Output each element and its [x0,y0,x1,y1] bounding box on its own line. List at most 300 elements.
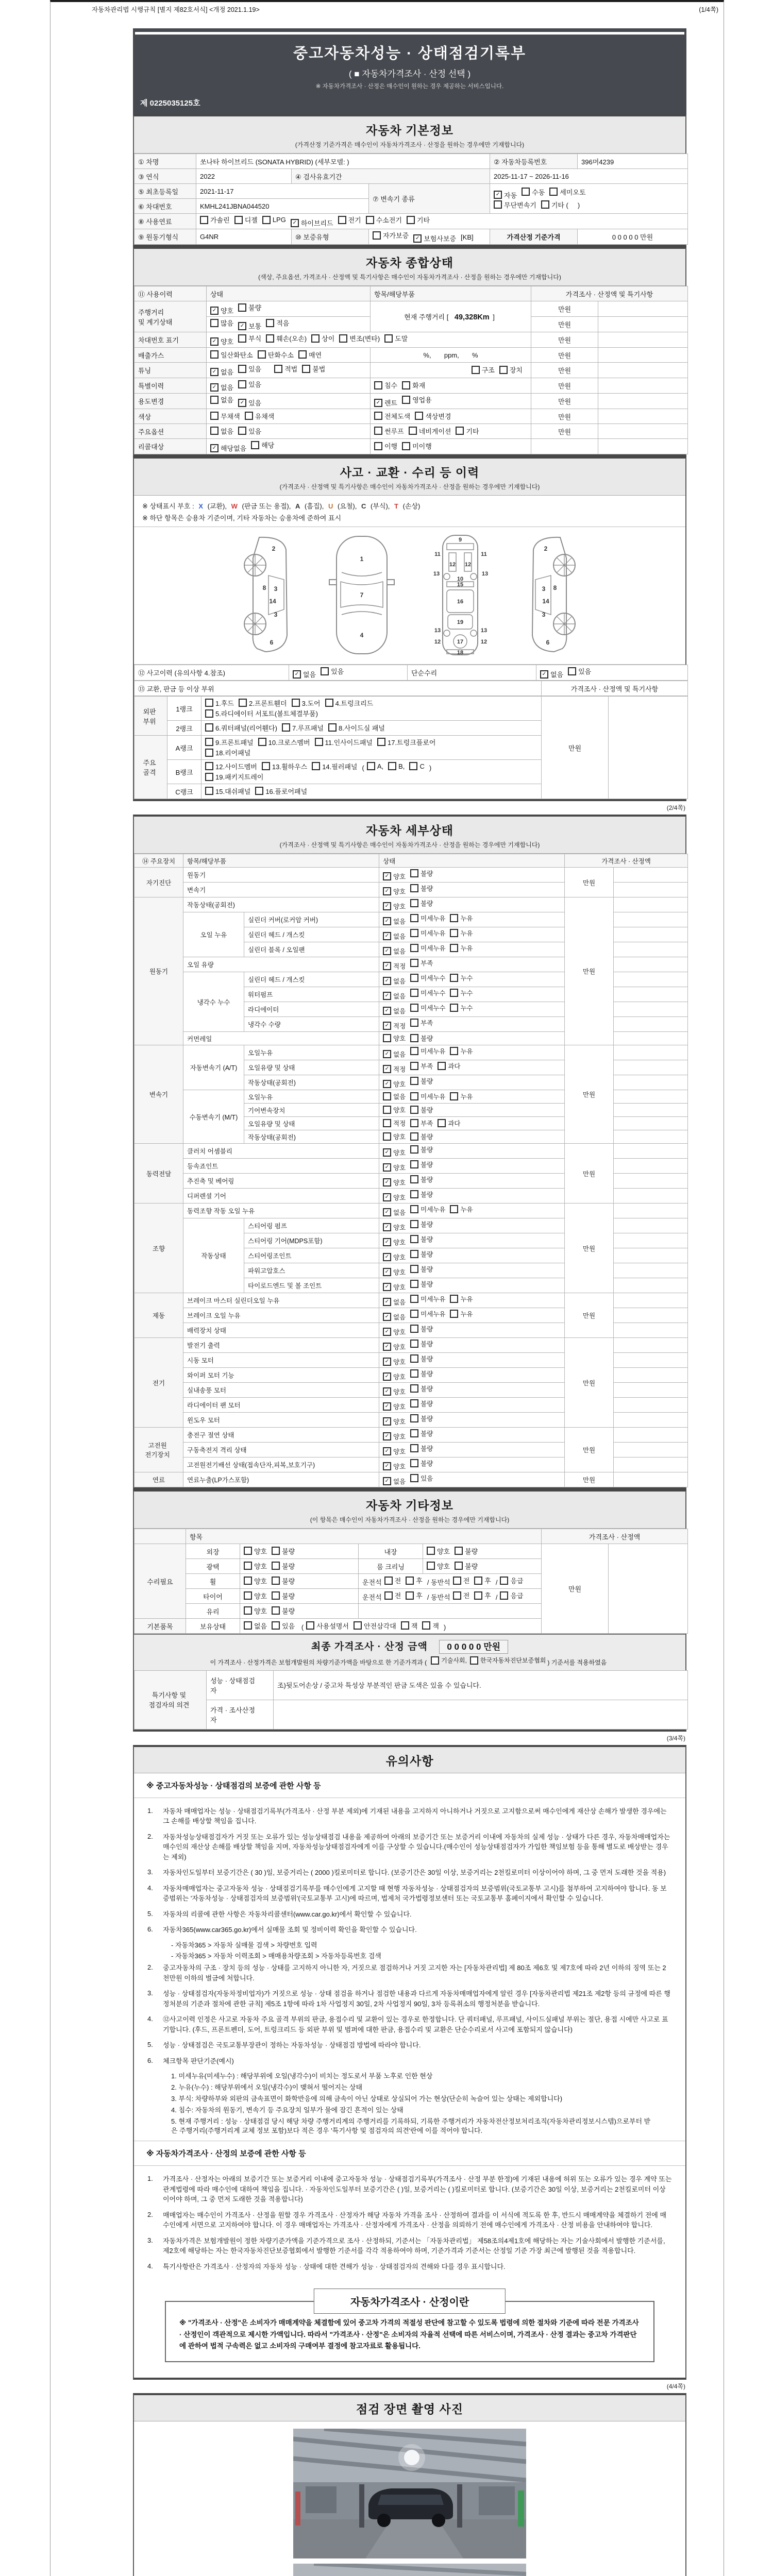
checkbox-label: 색상변경 [425,412,451,420]
notice-item-number: 5. [147,2041,153,2049]
checkbox-item [383,1105,406,1114]
section-subtitle: (가격산정 기준가격은 매수인이 자동차가격조사 · 산정을 원하는 경우에만 기재합니다) [295,141,525,148]
checkbox-item [410,1414,433,1423]
text: 가격 · 조사산정 [210,1706,255,1714]
checkbox-item [238,398,261,408]
checkbox-label: LPG [272,216,286,224]
checkbox-label: 양호 [221,307,234,315]
checkbox [234,216,243,224]
checkbox-label: 양호 [393,1359,406,1366]
checkbox-label: 양호 [254,1562,267,1570]
checkbox [410,1205,418,1213]
checkbox-label: 불량 [421,1035,433,1042]
final-price-band [134,1634,685,1670]
checkbox-label: 누유 [460,1311,473,1318]
checkbox [402,381,410,389]
checkbox-item [406,1575,423,1585]
row-label: ⑨ 원동기형식 [135,229,196,245]
table-cell: 작동상태(공회전) [183,897,379,912]
checkbox-label: 누유 [460,1206,473,1213]
notice-subheading-1: ※ 중고자동차성능 · 상태점검의 보증에 관한 사항 등 [134,1773,685,1798]
checkbox-label: 양호 [393,1035,406,1042]
checkbox-label: 양호 [393,1194,406,1201]
section-title: 자동차 종합상태 [366,256,453,269]
row-label: 변속기 [135,1045,183,1144]
text: ) 기준서를 적용하였음 [547,1658,607,1666]
text: (부식), [368,502,392,510]
checkbox-item [210,395,233,404]
table-cell [614,972,688,987]
info-box-title: 자동차가격조사 · 산정이란 [314,2289,506,2314]
checkbox-item [410,1061,433,1071]
checkbox-cell [240,1589,359,1604]
checkbox-label: 적정 [393,963,406,970]
table-cell: 만원 [531,378,598,394]
section-photos [133,2393,686,2576]
checkbox-item [311,333,334,343]
panel-rank-table [134,696,688,799]
checkbox-label: 19.패키지트레이 [215,773,264,781]
checkbox-item [383,1033,406,1043]
checkbox-item [472,365,495,375]
checkbox-item [410,1076,433,1086]
checkbox-cell [379,1338,565,1353]
checkbox [455,1547,463,1555]
table-cell [598,409,688,424]
checkbox [410,1459,418,1467]
checkbox-label: 불량 [421,1460,433,1467]
table-row [135,1700,688,1729]
checkbox-cell [207,301,371,317]
table-cell [614,1189,688,1204]
section-title: 자동차 기본정보 [366,124,453,137]
row-label: ⑪ 사용이력 [135,286,207,301]
checkbox [453,1577,461,1585]
checkbox-cell [207,394,371,409]
checkbox-label: 6.쿼터패널(리어휀다) [215,724,277,732]
checkbox-label: 양호 [393,1463,406,1470]
checkbox-cell [379,972,565,987]
row-label: 제동 [135,1293,183,1338]
checkbox-cell [371,378,531,394]
checkbox-label: 사용설명서 [316,1622,349,1630]
table-cell [614,1045,688,1060]
checkbox-checked: ✓ [383,1080,391,1088]
checkbox-checked: ✓ [383,1328,391,1336]
checkbox-label: 일산화탄소 [221,351,253,359]
text: W [231,502,238,510]
checkbox-label: 전체도색 [384,412,411,420]
table-cell: 만원 [531,332,598,348]
etc-info-table [134,1529,688,1634]
checkbox-checked: ✓ [383,1163,391,1172]
checkbox-label: 누유 [460,945,473,952]
checkbox-item [388,762,405,770]
table-row [135,897,688,912]
row-label: 리콜대상 [135,439,207,454]
checkbox-label: 불량 [421,1176,433,1183]
checkbox [455,1562,463,1570]
checkbox [302,365,310,373]
checkbox [410,1474,418,1482]
checkbox-item [383,1092,406,1101]
section-overall-state [133,247,686,456]
checkbox-cell [423,1559,542,1574]
checkbox-label: 불량 [421,1355,433,1363]
table-cell [609,1544,688,1634]
text: / 동반석 [427,1593,450,1601]
checkbox-item [383,1178,406,1187]
table-cell: 스티어링 펌프 [244,1218,379,1233]
checkbox-label: 기타 [416,216,430,224]
table-row [135,868,688,883]
page-marker-4: (4/4쪽) [666,2383,685,2391]
notice-item [147,2210,672,2230]
table-cell: 냉각수 수량 [244,1017,379,1032]
checkbox-cell [201,736,542,760]
checkbox-checked: ✓ [383,1358,391,1366]
checkbox-checked: ✓ [210,444,219,452]
checkbox-label: 16.플로어패널 [265,787,308,795]
checkbox [549,188,558,196]
checkbox-checked: ✓ [413,234,422,243]
checkbox [450,1295,458,1303]
checkbox-item [410,973,445,982]
checkbox-item [210,350,253,360]
table-cell: ⑫ 사고이력 (유의사항 4.참조) [135,665,289,681]
checkbox-cell [201,784,542,799]
checkbox-item [455,1561,478,1571]
checkbox [410,1250,418,1258]
checkbox-item [450,1003,473,1012]
checkbox-item [410,1324,433,1333]
checkbox-label: 양호 [254,1607,267,1615]
checkbox-item [383,887,406,896]
checkbox [244,1562,252,1570]
checkbox-item [453,1590,470,1600]
checkbox-cell [379,1017,565,1032]
checkbox-label: 응급 [510,1577,524,1585]
checkbox-item [306,1621,349,1631]
checkbox-label: 10.크로스멤버 [268,738,310,747]
checkbox-cell [379,1159,565,1174]
checkbox [384,1577,393,1585]
checkbox-cell [379,1263,565,1278]
checkbox-label: 수동 [532,188,545,196]
table-cell: 만원 [531,363,598,378]
table-cell: 1랭크 [167,697,201,721]
row-label: 항목/해당부품 [183,854,379,868]
checkbox [410,1384,418,1393]
checkbox [456,427,464,435]
checkbox-label: 불량 [465,1562,478,1570]
checkbox-label: 기타 ( ) [551,201,580,209]
checkbox-item [474,1575,491,1585]
checkbox [244,1547,252,1555]
checkbox-cell [207,439,371,454]
svg-text:12: 12 [464,562,472,568]
notice-item [147,1806,672,1826]
checkbox-label: 없음 [221,384,234,392]
table-row [135,1293,688,1308]
checkbox-item [410,1105,433,1114]
notice-item-number: 4. [147,2015,153,2023]
checkbox-item [384,1575,401,1585]
table-cell [598,317,688,332]
checkbox-item [205,748,250,757]
table-row [135,854,688,868]
notice-sub-item: 1. 미세누유(미세누수) : 해당부위에 오일(냉각수)이 비치는 정도로서 부품 노후로 인한 현상 [171,2072,433,2080]
table-row [135,1045,688,1060]
checkbox-checked: ✓ [383,1178,391,1187]
table-cell [614,1017,688,1032]
section-etc-info [133,1489,686,1732]
overall-state-table [134,286,688,454]
checkbox-checked: ✓ [374,399,382,407]
table-cell: 2랭크 [167,721,201,736]
checkbox [450,989,458,997]
checkbox-item [410,1219,433,1229]
checkbox-cell [135,1428,183,1472]
checkbox-item [383,917,406,926]
checkbox-label: 불량 [421,1133,433,1141]
notice-item-text: 중고자동차의 구조 · 장치 등의 성능 · 상태를 고지하지 아니한 자, 거짓으로 점검하거나 거짓 고지한 자는 [자동차관리법] 제 80조 제6호 및 제7호에 따라 2년 이하의 징역 또는 2천만원 이하의 벌금에 처합니다. [163,1964,666,1982]
checkbox [410,1132,418,1141]
checkbox [410,1399,418,1408]
table-cell: 만원 [565,1472,614,1487]
checkbox-label: 양호 [393,1254,406,1261]
notice-sub-item: - 자동차365 > 자동차 실매물 검색 > 차량번호 입력 [171,1941,317,1949]
table-cell: 2022 [196,169,292,184]
table-cell: 내장 [359,1544,423,1559]
checkbox-label: 2.프론트휀더 [248,699,287,707]
table-cell: 원동기 [183,868,379,883]
checkbox-item [568,666,591,676]
checkbox-label: 영업용 [412,396,432,404]
checkbox-label: 수소전기 [376,216,402,224]
notice-item [147,1868,672,1878]
table-cell: 실내송풍 모터 [183,1383,379,1398]
text: (판금 또는 용접), [240,502,293,510]
checkbox [410,1190,418,1198]
notice-item [147,2174,672,2205]
checkbox-label: 부족 [421,1120,433,1127]
checkbox [410,899,418,907]
checkbox-label: 양호 [393,1081,406,1088]
checkbox-checked: ✓ [383,1372,391,1381]
table-cell: 클러치 어셈블리 [183,1144,379,1159]
checkbox-label: 불량 [282,1592,295,1600]
checkbox [410,929,418,937]
table-cell: 작동상태(공회전) [244,1075,379,1090]
text: / [495,1578,498,1586]
section-band [134,116,685,154]
table-cell: 윈도우 모터 [183,1413,379,1428]
checkbox-item [522,187,545,197]
checkbox-item [374,380,397,390]
checkbox-label: 불량 [421,870,433,877]
checkbox-label: 적정 [393,1120,406,1127]
checkbox-cell [135,301,207,332]
checkbox-label: 후 [484,1592,491,1600]
checkbox-label: 렌트 [384,399,398,407]
checkbox-item [291,218,333,228]
section-title: 유의사항 [385,1754,434,1768]
checkbox-cell [423,1544,542,1559]
car-diagram-left-side [240,532,299,658]
checkbox [431,1656,439,1665]
notice-item [147,1963,672,1983]
page [50,0,724,2576]
checkbox-cell [379,1032,565,1045]
checkbox [410,989,418,997]
checkbox-item [410,1429,433,1438]
checkbox-item [410,869,433,878]
checkbox-item [383,1477,406,1486]
checkbox-item [383,1357,406,1366]
checkbox-item [422,1621,439,1631]
final-price-note [134,1656,685,1667]
table-cell [609,697,688,799]
svg-text:4: 4 [360,632,364,639]
checkbox-label: 적정 [393,1066,406,1073]
checkbox-label: 썬루프 [384,427,404,435]
checkbox-label: 없음 [393,918,406,925]
checkbox-label: 누유 [460,1093,473,1100]
checkbox-item [500,1575,523,1585]
checkbox-cell [490,184,688,214]
checkbox-item [244,1621,267,1631]
table-cell: 외장 [186,1544,240,1559]
notice-item [147,2236,672,2256]
checkbox-item [210,411,240,421]
checkbox-item [205,761,257,771]
checkbox-label: 무채색 [221,412,240,420]
row-label: ① 차명 [135,154,196,169]
notice-item-text: 자동차인도일부터 보증기간은 ( 30 )일, 보증거리는 ( 2000 )킬로미터로 합니다. (보증기간은 30일 이상, 보증거리는 2천킬로미터 이상이어야 하며, 그 중 먼저 도래한 것을 적용) [163,1869,666,1876]
checkbox-item [272,1561,295,1571]
notice-sub-item: 2. 누유(누수) : 해당부위에서 오일(냉각수)이 맺혀서 떨어지는 상태 [171,2083,363,2092]
checkbox-label: 미세누유 [421,945,446,952]
checkbox-item [383,1132,406,1141]
svg-text:6: 6 [546,639,550,646]
notice-item [147,1832,672,1862]
checkbox-item [238,379,261,389]
checkbox [377,738,385,746]
svg-text:18: 18 [457,650,464,656]
section-notices [133,1745,686,2380]
checkbox-label: 불량 [421,1251,433,1258]
table-cell [614,1075,688,1090]
checkbox-checked: ✓ [210,368,219,376]
checkbox-label: 4.트렁크리드 [335,699,374,707]
checkbox [205,699,213,707]
checkbox-label: 양호 [393,1418,406,1426]
notice-sub-item: - 자동차365 > 자동차 이력조회 > 매매용차량조회 > 자동차등록번호 검색 [171,1952,381,1960]
row-label: 가격조사 · 산정액 [565,854,688,868]
checkbox [422,1621,430,1630]
checkbox-item [413,233,456,243]
table-cell [614,1002,688,1017]
checkbox [409,762,417,770]
table-cell [598,363,688,378]
notice-item-number: 1. [147,2175,153,2183]
notice-item-text: ⑫사고이력 인정은 사고로 자동차 주요 골격 부위의 판금, 용접수리 및 교환이 있는 경우로 한정합니다. 단 쿼터패널, 루프패널, 사이드실패널 부위는 절단, 용접 시에만 사고로 표기합니다. (후드, 프론트펜더, 도어, 트렁크리드 등 외판 부위 및 범퍼에 대한 판금, 용접수리 및 교환은 단순수리로서 사고에 포함되지 않습니다) [163,2015,668,2033]
table-cell: 2021-11-17 [196,184,369,199]
row-label: 자기진단 [135,868,183,897]
checkbox-label: 양호 [393,1433,406,1440]
checkbox-item [383,1163,406,1172]
checkbox-label: 한국자동차진단보증협회 [480,1657,546,1664]
checkbox-label: 누수 [460,975,473,982]
checkbox-label: 기타 [466,427,479,435]
notice-sub-item: 4. 침수: 자동차의 원동기, 변속기 등 주요장치 일부가 물에 잠긴 흔적이 있는 상태 [171,2106,404,2114]
checkbox-item [456,426,479,436]
checkbox-checked: ✓ [383,1193,391,1201]
checkbox-item [302,364,325,374]
checkbox-label: 15.대쉬패널 [215,787,251,795]
checkbox-label: 없음 [550,671,564,679]
checkbox-cell [207,317,371,332]
checkbox-label: 미이행 [412,443,432,451]
checkbox-checked: ✓ [383,1283,391,1291]
table-row [135,1428,688,1443]
checkbox-item [293,669,316,679]
notice-item-number: 5. [147,1909,153,1918]
checkbox-item [383,1193,406,1202]
row-label: 용도변경 [135,394,207,409]
checkbox-item [367,762,383,770]
notice-item [147,1925,672,1935]
checkbox-checked: ✓ [238,322,246,330]
checkbox-label: 과다 [448,1120,461,1127]
checkbox-item [401,1621,418,1631]
row-label: 상태 [207,286,371,301]
text: ) [443,1623,446,1632]
checkbox-label: 불량 [421,1281,433,1288]
checkbox-label: 미세누유 [421,1206,446,1213]
checkbox-item [282,723,324,733]
checkbox-label: 양호 [393,1133,406,1141]
inspection-photo-2 [293,2564,526,2576]
checkbox-cell [207,1670,274,1700]
checkbox [406,1591,414,1600]
checkbox [410,1340,418,1348]
notice-subheading-2: ※ 자동차가격조사 · 산정의 보증에 관한 사항 등 [134,2141,685,2166]
checkbox-item [205,786,250,796]
row-label: 차대번호 표기 [135,332,207,348]
checkbox-item [200,215,230,225]
checkbox-checked: ✓ [383,977,391,985]
checkbox-cell [379,1398,565,1413]
checkbox-item [427,1546,450,1556]
checkbox-cell [379,987,565,1002]
checkbox-label: 매연 [309,351,322,359]
section-accident-history [133,456,686,801]
notice-item-number: 3. [147,1868,153,1876]
checkbox-label: 미세누수 [421,990,446,997]
checkbox [410,1295,418,1303]
checkbox-item [272,1546,295,1556]
checkbox-item [450,1092,473,1101]
checkbox [258,738,266,746]
checkbox-cell [201,760,542,784]
checkbox [383,1132,391,1141]
checkbox-cell [379,927,565,942]
checkbox [258,350,266,359]
checkbox-label: 전 [394,1577,401,1585]
checkbox-item [431,1656,467,1665]
